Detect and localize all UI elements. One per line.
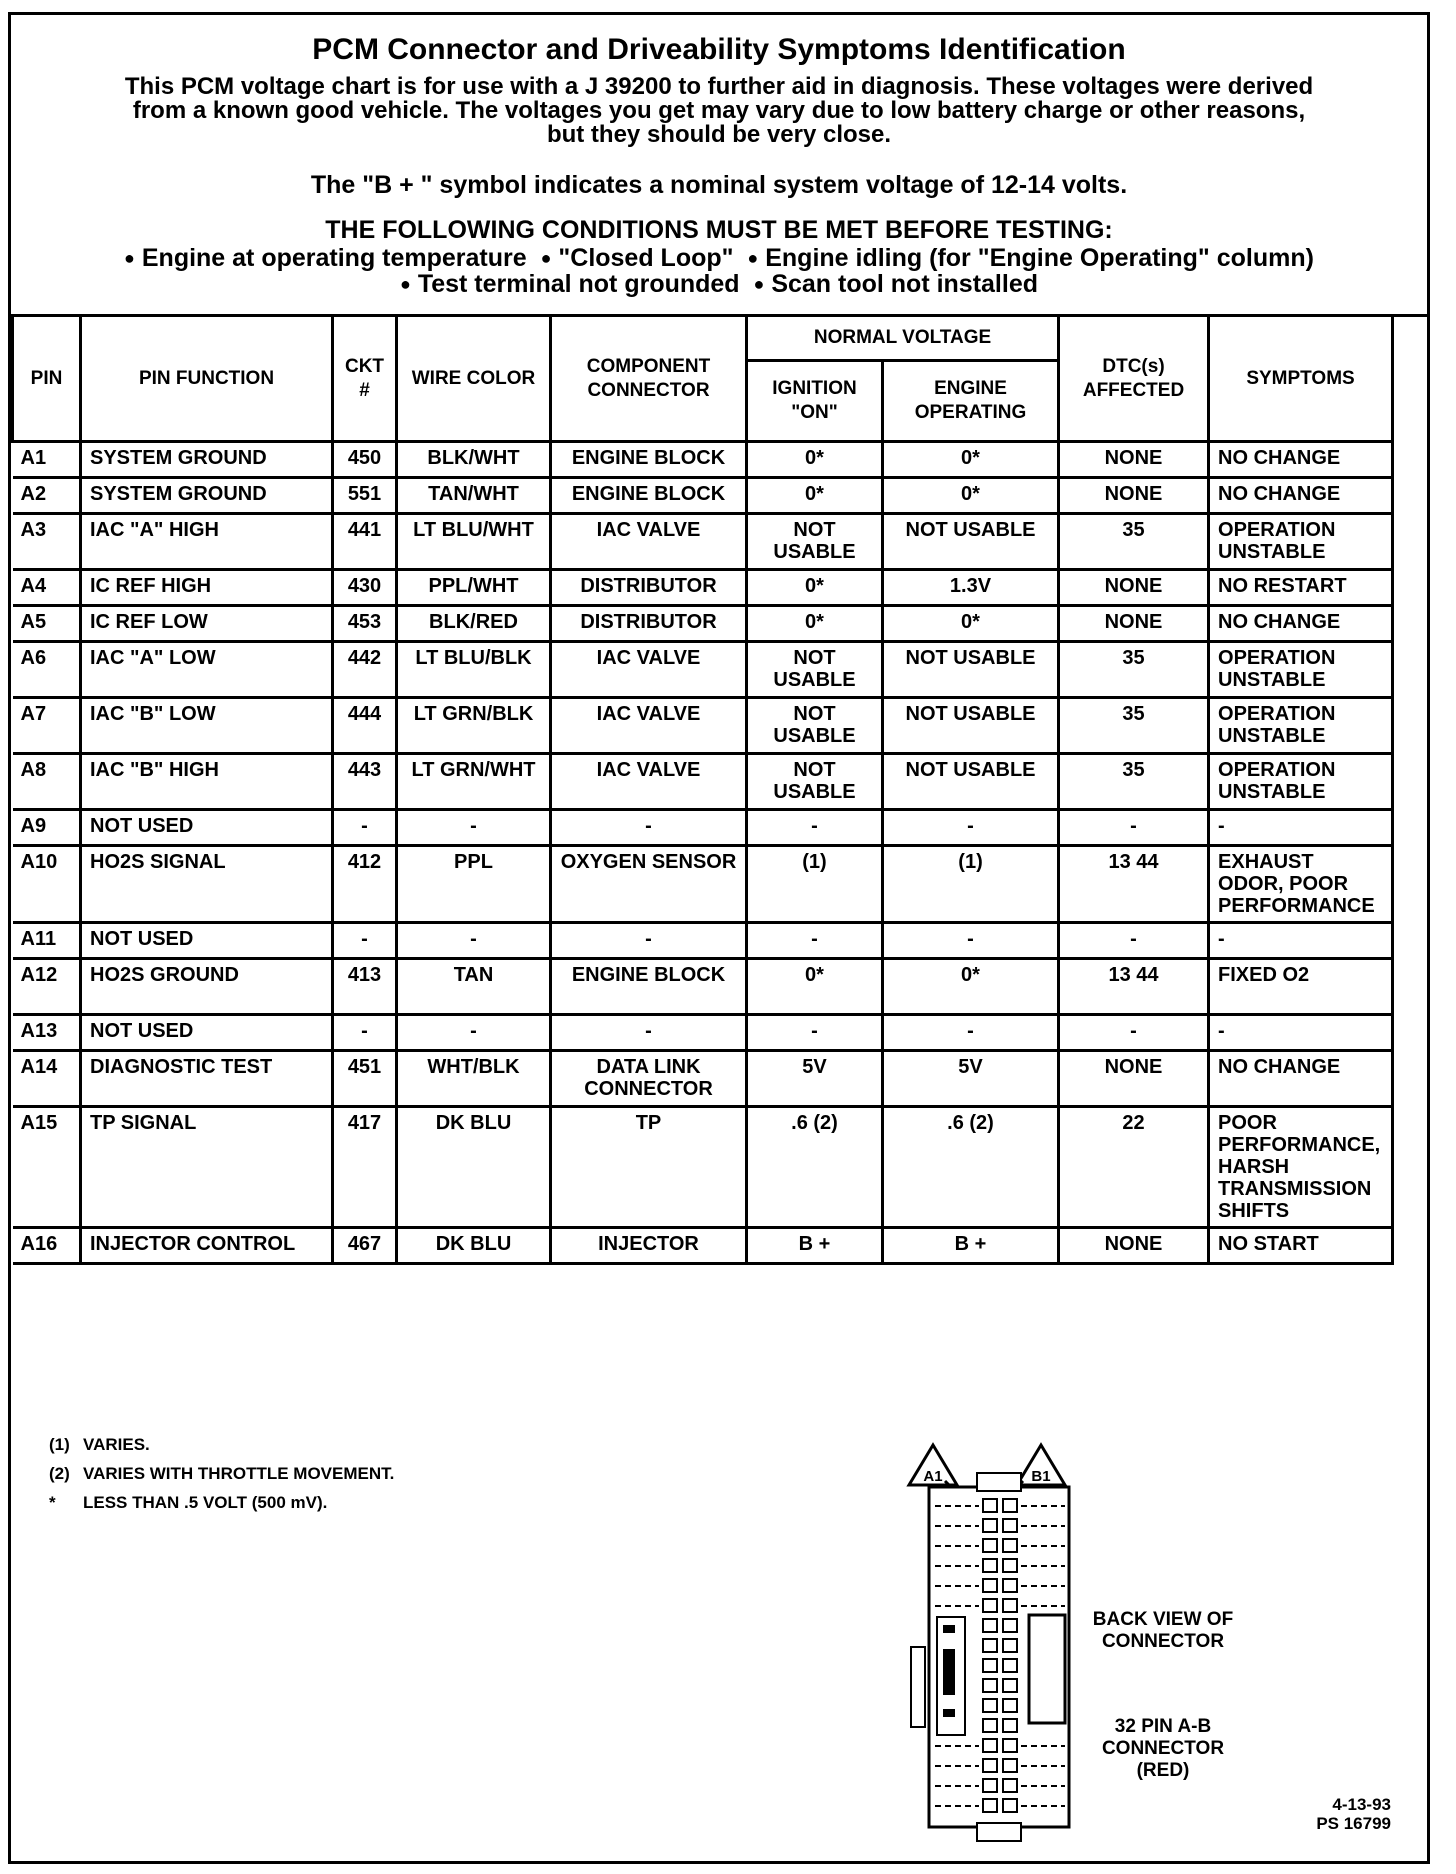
wire-color-cell: LT BLU/WHT [397,514,551,570]
symptoms-cell: NO CHANGE [1209,478,1393,514]
engine-operating-cell: 5V [883,1051,1059,1107]
symptoms-cell: NO CHANGE [1209,442,1393,478]
ignition-on-cell: 0* [747,606,883,642]
header-engine-operating: ENGINE OPERATING [883,361,1059,442]
pin-a-11 [983,1699,997,1712]
function-cell: TP SIGNAL [81,1107,333,1228]
pin-b-9 [1003,1659,1017,1672]
pin-b-10 [1003,1679,1017,1692]
ckt-cell: - [333,1015,397,1051]
footnotes [49,1430,394,1517]
pin-b1-label: B1 [1031,1468,1051,1485]
ckt-cell: 551 [333,478,397,514]
pin-cell: A15 [13,1107,81,1228]
ckt-cell: 417 [333,1107,397,1228]
wire-color-cell: TAN/WHT [397,478,551,514]
pin-b-15 [1003,1779,1017,1792]
wire-color-cell: WHT/BLK [397,1051,551,1107]
header-normal-voltage: NORMAL VOLTAGE [747,316,1059,361]
table-row [13,810,1393,846]
table-row [13,1228,1393,1264]
dtc-cell: NONE [1059,1051,1209,1107]
symptoms-cell: NO RESTART [1209,570,1393,606]
symptoms-cell: - [1209,810,1393,846]
table-row [13,478,1393,514]
table-row [13,514,1393,570]
dtc-cell: - [1059,1015,1209,1051]
table-row [13,1051,1393,1107]
engine-operating-cell: 1.3V [883,570,1059,606]
pin-b-16 [1003,1799,1017,1812]
component-cell: - [551,810,747,846]
wire-color-cell: LT GRN/WHT [397,754,551,810]
pin-b-14 [1003,1759,1017,1772]
pin-b-2 [1003,1519,1017,1532]
dtc-cell: 35 [1059,642,1209,698]
document-reference [1316,1795,1391,1833]
component-cell: ENGINE BLOCK [551,959,747,1015]
component-cell: INJECTOR [551,1228,747,1264]
engine-operating-cell: 0* [883,959,1059,1015]
wire-color-cell: PPL/WHT [397,570,551,606]
connector-type-label: 32 PIN A-B CONNECTOR (RED) [1101,1716,1225,1781]
function-cell: INJECTOR CONTROL [81,1228,333,1264]
pin-cell: A7 [13,698,81,754]
function-cell: SYSTEM GROUND [81,478,333,514]
dtc-cell: 13 44 [1059,846,1209,923]
bullet-icon: ● [399,274,411,294]
symptoms-cell: OPERATION UNSTABLE [1209,698,1393,754]
wire-color-cell: LT BLU/BLK [397,642,551,698]
symptoms-cell: NO START [1209,1228,1393,1264]
function-cell: IAC "B" LOW [81,698,333,754]
back-view-label: BACK VIEW OF CONNECTOR [1092,1609,1234,1652]
wire-color-cell: - [397,810,551,846]
ignition-on-cell: - [747,810,883,846]
header-pin: PIN [13,316,81,442]
engine-operating-cell: NOT USABLE [883,754,1059,810]
pin-cell: A16 [13,1228,81,1264]
engine-operating-cell: B + [883,1228,1059,1264]
pin-cell: A9 [13,810,81,846]
condition-item: Engine idling (for "Engine Operating" column) [765,244,1314,272]
table-row [13,1107,1393,1228]
table-row [13,442,1393,478]
wire-color-cell: BLK/WHT [397,442,551,478]
dtc-cell: NONE [1059,606,1209,642]
component-cell: - [551,1015,747,1051]
pin-b-8 [1003,1639,1017,1652]
pin-cell: A1 [13,442,81,478]
pin-a-1 [983,1499,997,1512]
engine-operating-cell: 0* [883,442,1059,478]
ckt-cell: 430 [333,570,397,606]
pin-a-6 [983,1599,997,1612]
intro-line-2: from a known good vehicle. The voltages you get may vary due to low battery charge or other reasons, [132,97,1306,124]
intro-line-1: This PCM voltage chart is for use with a J 39200 to further aid in diagnosis. These voltages were derived [124,73,1314,100]
ignition-on-cell: - [747,923,883,959]
pin-a-9 [983,1659,997,1672]
symptoms-cell: - [1209,923,1393,959]
function-cell: IAC "A" HIGH [81,514,333,570]
component-cell: DISTRIBUTOR [551,606,747,642]
table-row [13,846,1393,923]
pin-voltage-table [11,314,1394,1265]
wire-color-cell: TAN [397,959,551,1015]
condition-item: Test terminal not grounded [417,270,740,298]
pin-a-5 [983,1579,997,1592]
pin-b-13 [1003,1739,1017,1752]
pin-cell: A12 [13,959,81,1015]
pin-a1-label: A1 [923,1468,943,1485]
pin-a-15 [983,1779,997,1792]
table-row [13,606,1393,642]
table-row [13,570,1393,606]
ignition-on-cell: 5V [747,1051,883,1107]
engine-operating-cell: - [883,810,1059,846]
table-row [13,754,1393,810]
ignition-on-cell: - [747,1015,883,1051]
pin-b-7 [1003,1619,1017,1632]
bullet-icon: ● [124,248,135,268]
pin-cell: A3 [13,514,81,570]
footnote-2: (2) VARIES WITH THROTTLE MOVEMENT. [49,1464,395,1483]
ignition-on-cell: NOT USABLE [747,514,883,570]
pin-b-5 [1003,1579,1017,1592]
function-cell: DIAGNOSTIC TEST [81,1051,333,1107]
dtc-cell: NONE [1059,570,1209,606]
pin-b-11 [1003,1699,1017,1712]
bullet-icon: ● [747,248,759,268]
ignition-on-cell: NOT USABLE [747,698,883,754]
symptoms-cell: EXHAUST ODOR, POOR PERFORMANCE [1209,846,1393,923]
ckt-cell: - [333,923,397,959]
condition-item: "Closed Loop" [558,244,734,272]
header-ignition-on: IGNITION "ON" [747,361,883,442]
pin-a-16 [983,1799,997,1812]
header-ckt: CKT # [333,316,397,442]
pin-a-3 [983,1539,997,1552]
ignition-on-cell: 0* [747,570,883,606]
header-dtc-affected: DTC(s) AFFECTED [1059,316,1209,442]
engine-operating-cell: 0* [883,606,1059,642]
pin-a-2 [983,1519,997,1532]
document-header [11,15,1427,317]
table-row [13,1015,1393,1051]
ignition-on-cell: NOT USABLE [747,642,883,698]
ckt-cell: 441 [333,514,397,570]
pin-a-8 [983,1639,997,1652]
page-title: PCM Connector and Driveability Symptoms Identification [312,33,1126,66]
pin-a-13 [983,1739,997,1752]
footnote-3: * LESS THAN .5 VOLT (500 mV). [49,1493,328,1512]
component-cell: ENGINE BLOCK [551,442,747,478]
symptoms-cell: NO CHANGE [1209,606,1393,642]
pin-cell: A11 [13,923,81,959]
pin-cell: A6 [13,642,81,698]
conditions-title: THE FOLLOWING CONDITIONS MUST BE MET BEFORE TESTING: [325,216,1113,244]
wire-color-cell: - [397,1015,551,1051]
pin-b-4 [1003,1559,1017,1572]
pin-cell: A5 [13,606,81,642]
table-row [13,923,1393,959]
pin-cell: A14 [13,1051,81,1107]
wire-color-cell: DK BLU [397,1107,551,1228]
conditions-line-2 [11,271,1427,297]
ckt-cell: 412 [333,846,397,923]
dtc-cell: - [1059,923,1209,959]
engine-operating-cell: .6 (2) [883,1107,1059,1228]
dtc-cell: 35 [1059,754,1209,810]
pin-a-7 [983,1619,997,1632]
function-cell: IC REF LOW [81,606,333,642]
bullet-icon: ● [540,248,552,268]
ckt-cell: 443 [333,754,397,810]
dtc-cell: NONE [1059,442,1209,478]
pin-a-10 [983,1679,997,1692]
dtc-cell: - [1059,810,1209,846]
function-cell: NOT USED [81,810,333,846]
ignition-on-cell: 0* [747,442,883,478]
function-cell: SYSTEM GROUND [81,442,333,478]
ckt-cell: - [333,810,397,846]
dtc-cell: 35 [1059,698,1209,754]
component-cell: - [551,923,747,959]
wire-color-cell: DK BLU [397,1228,551,1264]
dtc-cell: NONE [1059,478,1209,514]
ckt-cell: 453 [333,606,397,642]
document-frame [8,12,1430,1864]
conditions-line-1 [11,245,1427,271]
function-cell: HO2S GROUND [81,959,333,1015]
pin-cell: A8 [13,754,81,810]
bullet-icon: ● [753,274,765,294]
symptoms-cell: POOR PERFORMANCE, HARSH TRANSMISSION SHIFTS [1209,1107,1393,1228]
pin-cell: A4 [13,570,81,606]
ckt-cell: 467 [333,1228,397,1264]
pin-a-14 [983,1759,997,1772]
ignition-on-cell: 0* [747,959,883,1015]
engine-operating-cell: 0* [883,478,1059,514]
symptoms-cell: OPERATION UNSTABLE [1209,642,1393,698]
pin-b-6 [1003,1599,1017,1612]
component-cell: IAC VALVE [551,754,747,810]
engine-operating-cell: NOT USABLE [883,698,1059,754]
ckt-cell: 444 [333,698,397,754]
wire-color-cell: LT GRN/BLK [397,698,551,754]
dtc-cell: NONE [1059,1228,1209,1264]
function-cell: NOT USED [81,1015,333,1051]
header-pin-function: PIN FUNCTION [81,316,333,442]
ckt-cell: 450 [333,442,397,478]
pin-a-4 [983,1559,997,1572]
table-row [13,698,1393,754]
engine-operating-cell: NOT USABLE [883,642,1059,698]
component-cell: IAC VALVE [551,514,747,570]
component-cell: DISTRIBUTOR [551,570,747,606]
component-cell: IAC VALVE [551,698,747,754]
function-cell: IAC "B" HIGH [81,754,333,810]
document-ref-number: PS 16799 [1316,1814,1391,1833]
wire-color-cell: BLK/RED [397,606,551,642]
ignition-on-cell: 0* [747,478,883,514]
function-cell: IAC "A" LOW [81,642,333,698]
wire-color-cell: PPL [397,846,551,923]
pin-b-12 [1003,1719,1017,1732]
symptoms-cell: OPERATION UNSTABLE [1209,514,1393,570]
document-date: 4-13-93 [1332,1795,1391,1814]
footnote-1: (1) VARIES. [49,1435,150,1454]
table-row [13,959,1393,1015]
engine-operating-cell: - [883,1015,1059,1051]
header-component-connector: COMPONENT CONNECTOR [551,316,747,442]
intro-line-3: but they should be very close. [546,121,892,148]
function-cell: NOT USED [81,923,333,959]
bplus-note: The "B + " symbol indicates a nominal system voltage of 12-14 volts. [310,171,1128,199]
symptoms-cell: - [1209,1015,1393,1051]
pin-cell: A2 [13,478,81,514]
ckt-cell: 413 [333,959,397,1015]
function-cell: IC REF HIGH [81,570,333,606]
pin-cell: A13 [13,1015,81,1051]
component-cell: IAC VALVE [551,642,747,698]
engine-operating-cell: NOT USABLE [883,514,1059,570]
dtc-cell: 35 [1059,514,1209,570]
ignition-on-cell: .6 (2) [747,1107,883,1228]
header-wire-color: WIRE COLOR [397,316,551,442]
pin-b-3 [1003,1539,1017,1552]
table-row [13,642,1393,698]
ignition-on-cell: (1) [747,846,883,923]
symptoms-cell: OPERATION UNSTABLE [1209,754,1393,810]
connector-diagram [899,1437,1109,1847]
ckt-cell: 451 [333,1051,397,1107]
pin-a-12 [983,1719,997,1732]
condition-item: Scan tool not installed [771,270,1038,298]
ckt-cell: 442 [333,642,397,698]
ignition-on-cell: NOT USABLE [747,754,883,810]
function-cell: HO2S SIGNAL [81,846,333,923]
component-cell: OXYGEN SENSOR [551,846,747,923]
header-symptoms: SYMPTOMS [1209,316,1393,442]
engine-operating-cell: - [883,923,1059,959]
component-cell: ENGINE BLOCK [551,478,747,514]
pin-cell: A10 [13,846,81,923]
wire-color-cell: - [397,923,551,959]
ignition-on-cell: B + [747,1228,883,1264]
component-cell: DATA LINK CONNECTOR [551,1051,747,1107]
engine-operating-cell: (1) [883,846,1059,923]
pin-b-1 [1003,1499,1017,1512]
symptoms-cell: NO CHANGE [1209,1051,1393,1107]
dtc-cell: 13 44 [1059,959,1209,1015]
component-cell: TP [551,1107,747,1228]
symptoms-cell: FIXED O2 [1209,959,1393,1015]
condition-item: Engine at operating temperature [141,244,527,272]
dtc-cell: 22 [1059,1107,1209,1228]
